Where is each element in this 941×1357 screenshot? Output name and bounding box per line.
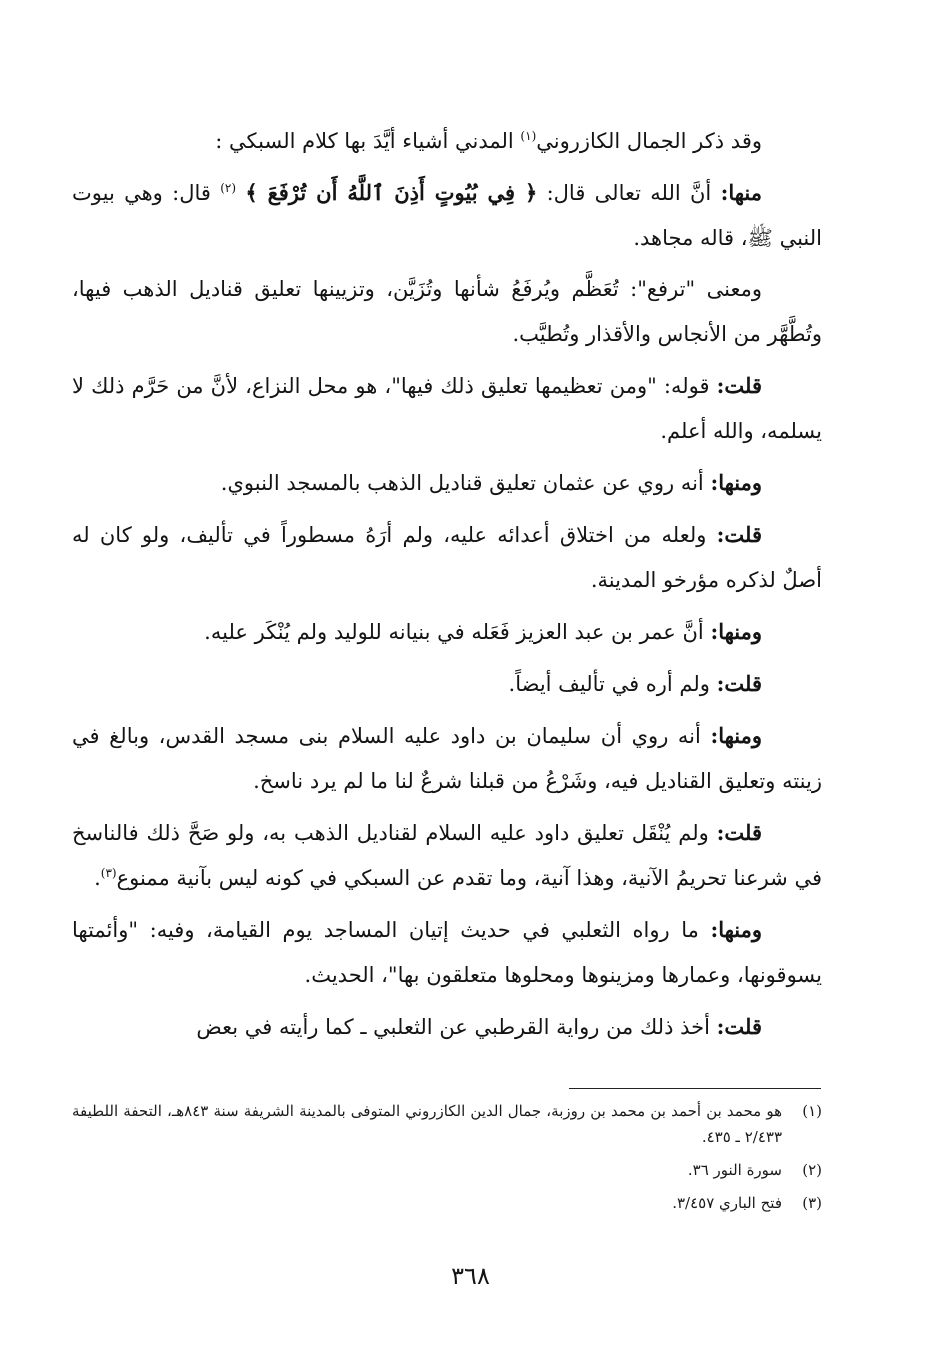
paragraph-text: ولعله من اختلاق أعدائه عليه، ولم أرَهُ مسطوراً في تأليف، ولو كان له أصلٌ لذكره مؤرخو المدينة. [72,523,822,592]
paragraph [72,170,822,261]
page-number: ٣٦٨ [451,1262,490,1290]
paragraph-text: أنَّ الله تعالى قال: [537,181,721,205]
paragraph [72,661,822,707]
footnote [72,1190,822,1216]
paragraph-text: ما رواه الثعلبي في حديث إتيان المساجد يوم القيامة، وفيه: "وأئمتها يسوقونها، وعمارها ومزينوها ومحلوها متعلقون بها"، الحديث. [72,918,822,987]
footnote-ref: (١) [520,129,537,143]
paragraph [72,1004,822,1050]
paragraph [72,363,822,454]
paragraph-lead: ومنها: [710,619,762,644]
paragraph [72,118,822,164]
paragraph [72,713,822,804]
paragraph-text: ولم يُنْقَل تعليق داود عليه السلام لقناديل الذهب به، ولو صَحَّ ذلك فالناسخ في شرعنا تحريمُ الآنية، وهذا آنية، وما تقدم عن السبكي في كونه ليس بآنية ممنوع [72,821,822,890]
paragraph-text: قوله: "ومن تعظيمها تعليق ذلك فيها"، هو محل النزاع، لأنَّ من حَرَّم ذلك لا يسلمه، والله أعلم. [72,374,822,443]
paragraph-text: ومعنى "ترفع": تُعَظَّم ويُرفَعُ شأنها وتُزَيَّن، وتزيينها تعليق قناديل الذهب فيها، وتُطَّهَّر من الأنجاس والأقذار وتُطيَّب. [72,277,822,346]
footnote [72,1157,822,1183]
paragraph-text: أنه روي عن عثمان تعليق قناديل الذهب بالمسجد النبوي. [220,471,711,495]
paragraph-text-after: قال: وهي بيوت النبي ﷺ، قاله مجاهد. [72,181,822,250]
footnote-number: (٣) [802,1194,822,1212]
footnote-number: (٢) [802,1161,822,1179]
paragraph-lead: ومنها: [710,470,762,495]
paragraph-lead: منها: [720,180,762,205]
footnote-text: هو محمد بن أحمد بن محمد بن روزبة، جمال الدين الكازروني المتوفى بالمدينة الشريفة سنة ٨٤٣هـ، التحفة اللطيفة ٢/٤٣٣ ـ ٤٣٥. [72,1102,782,1146]
paragraph-text: ولم أره في تأليف أيضاً. [508,672,717,696]
paragraph [72,460,822,506]
footnote-ref: (٢) [220,181,237,195]
paragraph-lead: قلت: [716,373,762,398]
paragraph-text: وقد ذكر الجمال الكازروني [536,129,762,153]
footnotes [72,1098,822,1223]
footnote [72,1098,822,1150]
paragraph-text: أخذ ذلك من رواية القرطبي عن الثعلبي ـ كما رأيته في بعض [196,1015,717,1039]
paragraph-text-after: . [94,866,101,890]
paragraph [72,609,822,655]
quran-quote: ﴿ فِي بُيُوتٍ أَذِنَ ٱللَّهُ أَن تُرْفَعَ ﴾ [245,180,538,205]
paragraph-lead: قلت: [716,1014,762,1039]
footnote-divider [569,1088,821,1089]
paragraph-lead: قلت: [716,820,762,845]
paragraph [72,267,822,357]
paragraph [72,512,822,603]
footnote-ref: (٣) [100,866,117,880]
paragraph-lead: قلت: [716,671,762,696]
footnote-text: سورة النور ٣٦. [687,1161,782,1179]
footnote-text: فتح الباري ٣/٤٥٧. [672,1194,782,1212]
main-text [72,118,822,1056]
paragraph-lead: قلت: [716,522,762,547]
paragraph-lead: ومنها: [710,723,762,748]
paragraph-text: أنه روي أن سليمان بن داود عليه السلام بنى مسجد القدس، وبالغ في زينته وتعليق القناديل فيه، وشَرْعُ من قبلنا شرعٌ لنا ما لم يرد ناسخ. [72,724,822,793]
paragraph-text: أنَّ عمر بن عبد العزيز فَعَله في بنيانه للوليد ولم يُنْكَر عليه. [204,620,711,644]
paragraph-lead: ومنها: [710,917,762,942]
footnote-number: (١) [802,1102,822,1120]
paragraph-text-after: المدني أشياء أيَّدَ بها كلام السبكي : [215,129,521,153]
paragraph [72,810,822,901]
paragraph [72,907,822,998]
